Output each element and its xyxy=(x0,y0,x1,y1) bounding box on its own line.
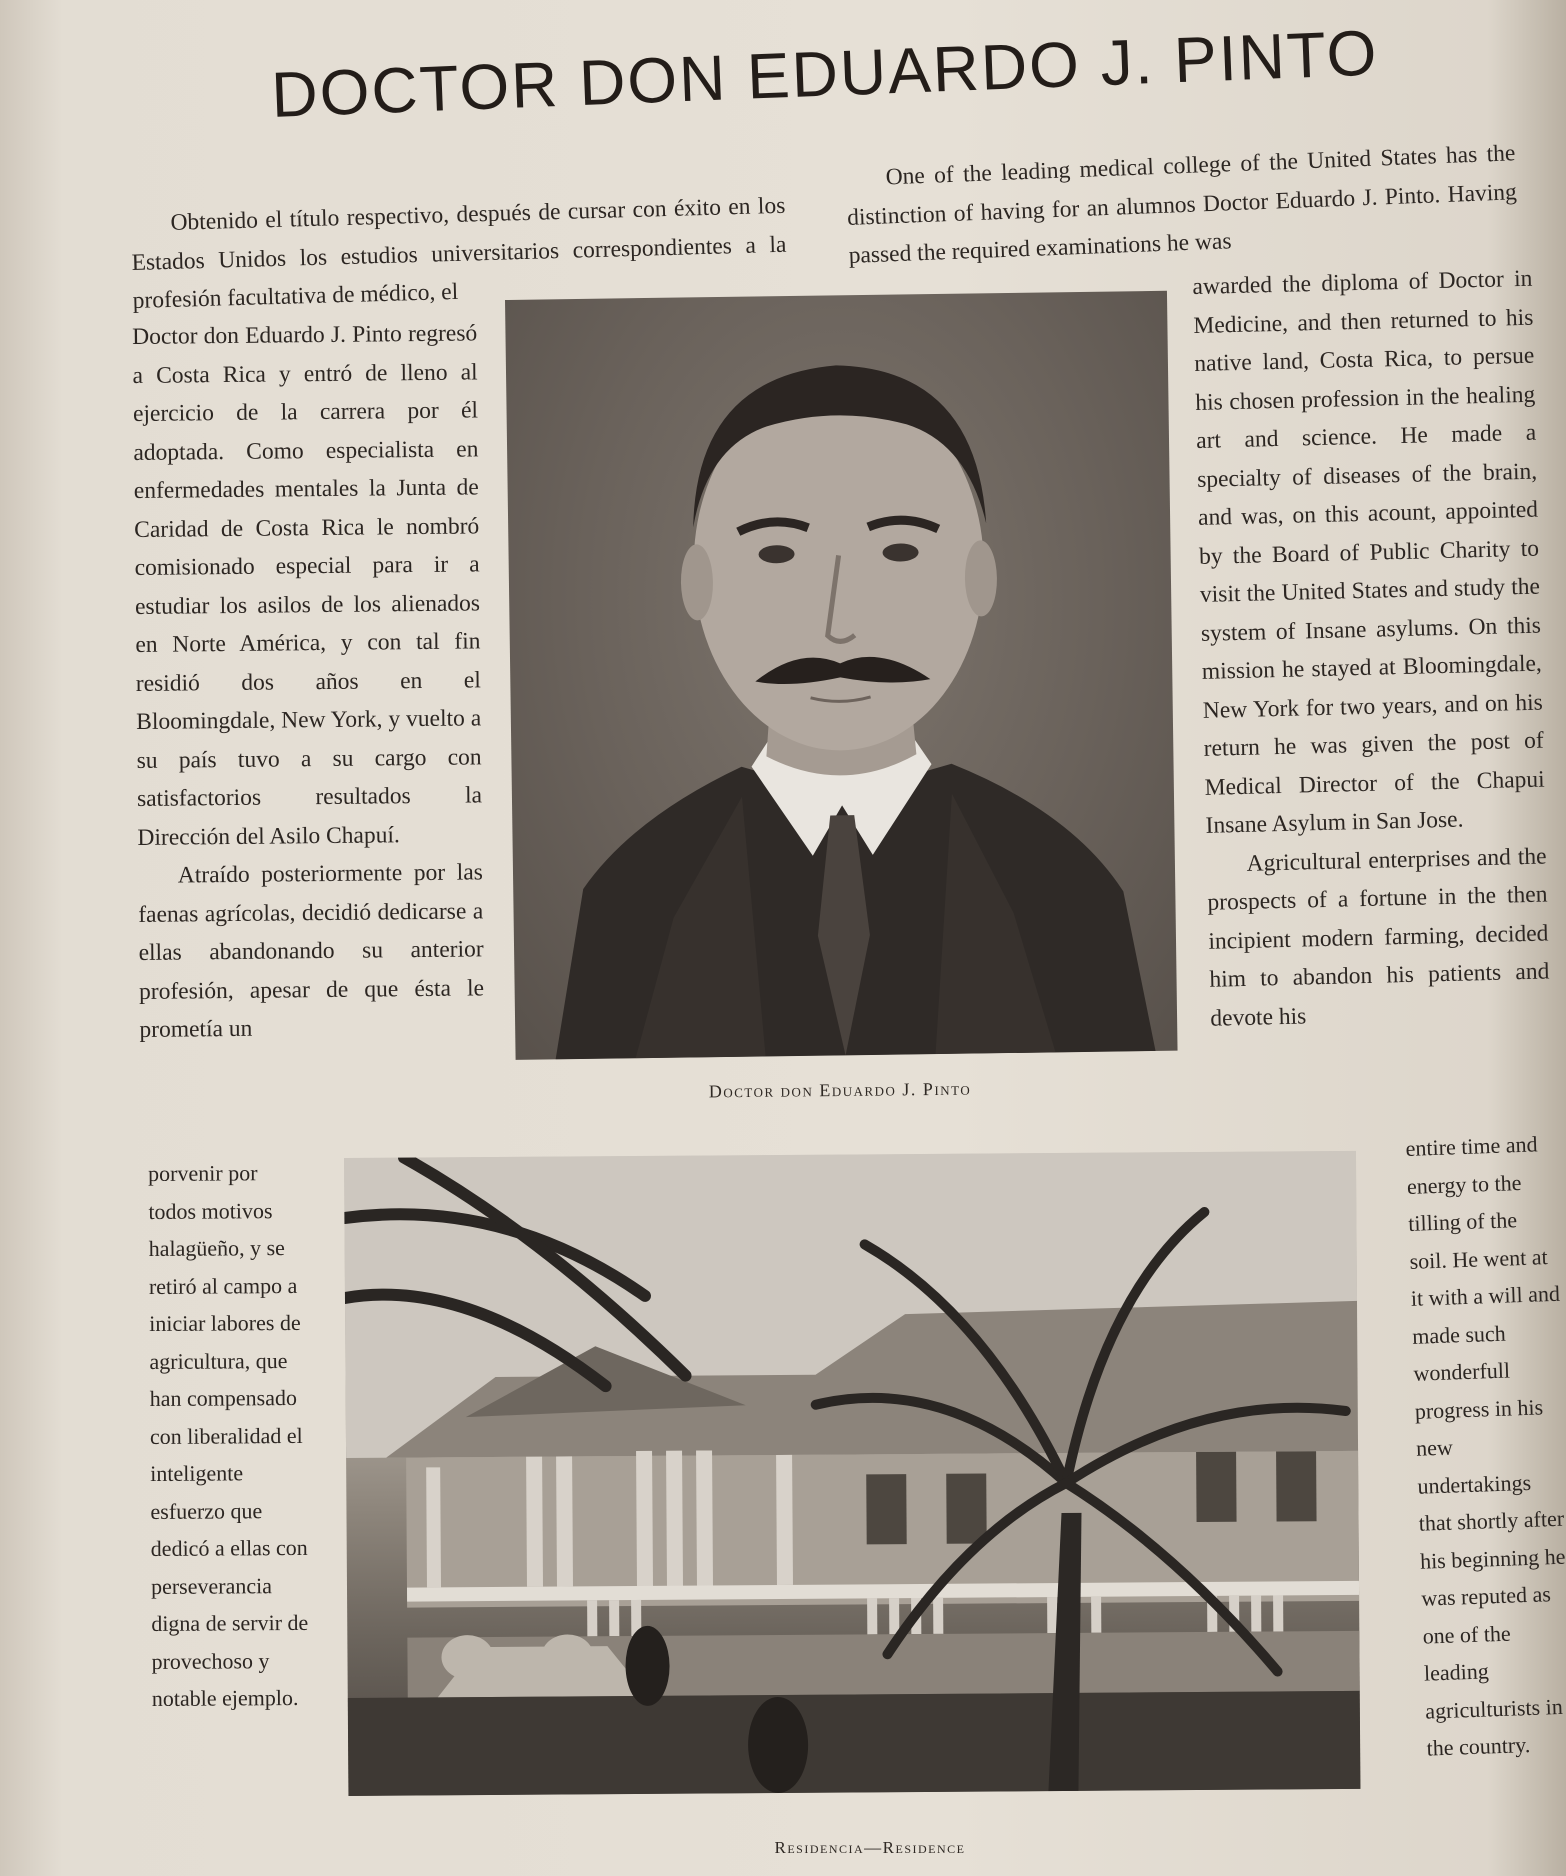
english-column xyxy=(1192,260,1551,1038)
portrait-photo xyxy=(505,291,1178,1060)
english-paragraph-3: entire time and energy to the tilling of the soil. He went at it with a will and made such wonderfull progress in his new undertakings that shortly after his beginning he was reputed as one of the leading agriculturists in the country. xyxy=(1405,1131,1566,1761)
english-intro-text: One of the leading medical college of the United States has the distinction of having for an alumnos Doctor Eduardo J. Pinto. Having passed the required examinations he was xyxy=(846,140,1518,269)
english-narrow-column xyxy=(1405,1125,1566,1767)
spanish-intro-text: Obtenido el título respectivo, después de cursar con éxito en los Estados Unidos los estudios universitarios correspondientes a la profesión facultativa de médico, el xyxy=(131,192,787,314)
portrait-caption: Doctor don Eduardo J. Pinto xyxy=(708,1078,972,1102)
page-title: DOCTOR DON EDUARDO J. PINTO xyxy=(270,16,1380,131)
spanish-paragraph-3: porvenir por todos motivos halagüeño, y se retiró al campo a iniciar labores de agricultura, que han compensado con liberalidad el inteligente esfuerzo que dedicó a ellas con perseverancia digna de servir de provechoso y notable ejemplo. xyxy=(148,1160,309,1711)
spanish-narrow-column xyxy=(148,1154,314,1718)
residence-photo xyxy=(344,1151,1360,1796)
spanish-paragraph-1: Doctor don Eduardo J. Pinto regresó a Costa Rica y entró de lleno al ejercicio de la carrera por él adoptada. Como especialista en enfermedades mentales la Junta de Caridad de Costa Rica le nombró comisionado especial para ir a estudiar los asilos de los alienados en Norte América, y con tal fin residió dos años en el Bloomingdale, New York, y vuelto a su país tuvo a su cargo con satisfactorios resultados la Dirección del Asilo Chapuí. xyxy=(132,320,483,851)
english-paragraph-1: awarded the diploma of Doctor in Medicine, and then returned to his native land, Costa Rica, to persue his chosen profession in the healing art and science. He made a specialty of diseases of the brain, and was, on this acount, appointed by the Board of Public Charity to visit the United States and study the system of Insane asylums. On this mission he stayed at Bloomingdale, New York for two years, and on his return he was given the post of Medical Director of the Chapui Insane Asylum in San Jose. xyxy=(1192,265,1545,839)
residence-illustration xyxy=(344,1151,1360,1796)
portrait-illustration xyxy=(505,291,1178,1060)
spanish-paragraph-2: Atraído posteriormente por las faenas agrícolas, decidió dedicarse a ellas abandonando su anterior profesión, apesar de que ésta le prometía un xyxy=(138,859,485,1043)
english-paragraph-2: Agricultural enterprises and the prospects of a fortune in the then incipient modern farming, decided him to abandon his patients and devote his xyxy=(1207,843,1550,1032)
spanish-column xyxy=(132,314,485,1049)
english-intro xyxy=(845,134,1519,275)
residence-caption: Residencia—Residence xyxy=(774,1838,966,1857)
